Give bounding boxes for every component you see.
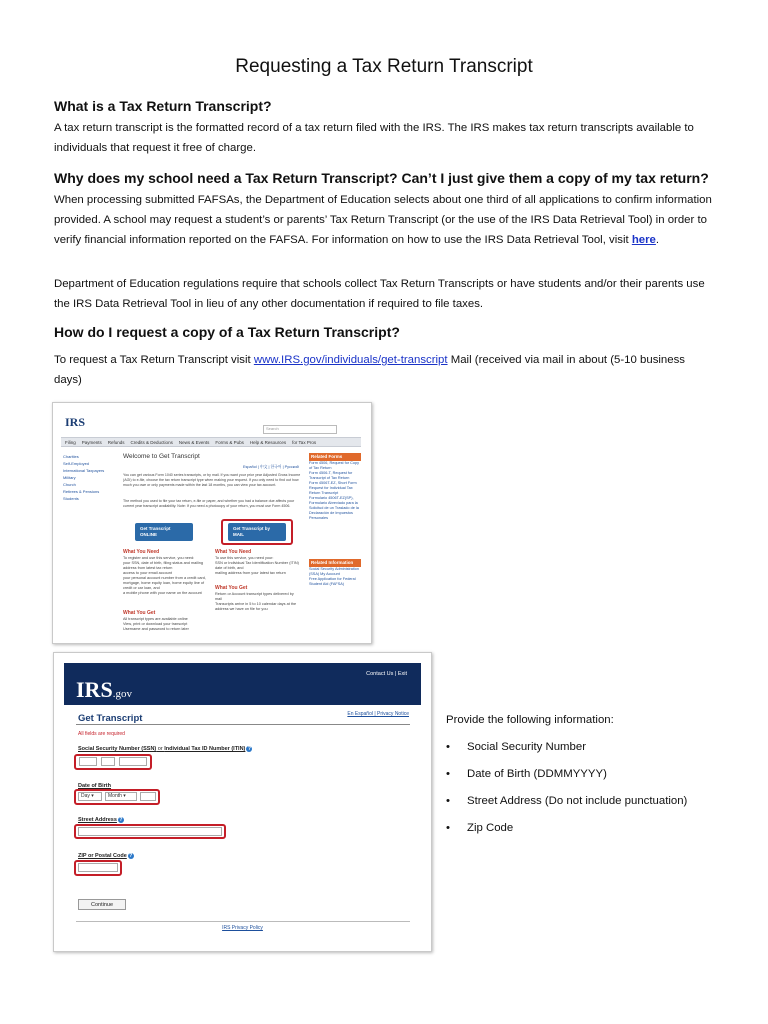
- what-you-get-heading: What You Get: [123, 610, 156, 616]
- left-link[interactable]: Retirees & Pensions: [63, 489, 100, 494]
- info-item: • Zip Code: [446, 822, 514, 834]
- get-list-online: All transcript types are available online View, print or download your transcript Username and password to return later: [123, 617, 189, 631]
- divider: [76, 921, 410, 922]
- get-transcript-online-button[interactable]: Get Transcript ONLINE: [135, 523, 193, 541]
- irs-left-links: [63, 453, 113, 502]
- irs-transcript-link[interactable]: www.IRS.gov/individuals/get-transcript: [253, 354, 448, 366]
- nav-item[interactable]: Credits & Deductions: [130, 439, 173, 445]
- need-list-mail: To use this service, you need your: SSN or Individual Tax Identification Number (ITIN) date of birth, and mailing address from your latest tax return: [215, 556, 299, 575]
- related-forms-panel: Related Forms Form 4506, Request for Copy of Tax Return Form 4506-T, Request for Transcript of Tax Return Form 4506T-EZ, Short Form Request for Individual Tax Return Transcript Formulario 4506T-EZ(SP), Formulario Abreviado para la Solicitud de un Traslado de la Declaración de Impuestos Personales: [309, 454, 360, 520]
- related-info-link[interactable]: Social Security Administration (SSA) My Account: [309, 567, 360, 576]
- what-you-need-heading: What You Need: [123, 549, 160, 555]
- left-link[interactable]: Students: [63, 496, 79, 501]
- ssn-label: Social Security Number (SSN) or Individual Tax ID Number (ITIN) ?: [78, 746, 251, 752]
- related-form-link[interactable]: Formulario 4506T-EZ(SP), Formulario Abreviado para la Solicitud de un Traslado de la Declaración de Impuestos Personales: [309, 496, 359, 520]
- info-item: • Street Address (Do not include punctuation): [446, 795, 688, 807]
- heading-what-is: What is a Tax Return Transcript?: [54, 98, 272, 114]
- zip-input[interactable]: [78, 863, 118, 872]
- left-link[interactable]: Self-Employed: [63, 461, 90, 466]
- nav-item[interactable]: Payments: [81, 439, 102, 445]
- help-icon[interactable]: ?: [247, 746, 251, 752]
- irs-header-bar: [64, 663, 421, 705]
- form-title: Get Transcript: [78, 713, 143, 724]
- left-link[interactable]: Charities: [63, 454, 79, 459]
- irs-page-heading: Welcome to Get Transcript: [123, 453, 200, 460]
- get-transcript-mail-button[interactable]: Get Transcript by MAIL: [228, 523, 286, 541]
- left-link[interactable]: International Taxpayers: [63, 468, 105, 473]
- irs-method-paragraph: The method you used to file your tax return, e-file or paper, and whether you had a balance due affects your current year transcript availability. Note: If you need a photocopy of your return, you must use Form 4506.: [123, 499, 295, 508]
- nav-item[interactable]: News & Events: [178, 439, 210, 445]
- irs-search-input[interactable]: Search: [263, 425, 337, 434]
- paragraph-how-request: To request a Tax Return Transcript visit www.IRS.gov/individuals/get-transcript Mail (received via mail in about (5-10 business days): [54, 354, 685, 386]
- zip-label: ZIP or Postal Code ?: [78, 853, 133, 859]
- ssn-part2-input[interactable]: [101, 757, 115, 766]
- irs-main-nav: [61, 437, 361, 447]
- left-link[interactable]: Military: [63, 475, 76, 480]
- info-item: • Social Security Number: [446, 741, 587, 753]
- month-select[interactable]: Month ▾: [105, 792, 137, 801]
- dob-label: Date of Birth: [78, 783, 111, 789]
- related-form-link[interactable]: Form 4506, Request for Copy of Tax Return: [309, 461, 360, 470]
- related-info-link[interactable]: Free Application for Federal Student Aid (FAFSA): [309, 577, 356, 586]
- street-address-input[interactable]: [78, 827, 222, 836]
- nav-item[interactable]: Forms & Pubs: [215, 439, 244, 445]
- required-note: All fields are required: [78, 731, 125, 737]
- related-form-link[interactable]: Form 4506-T, Request for Transcript of Tax Return: [309, 471, 353, 480]
- ssn-part1-input[interactable]: [79, 757, 97, 766]
- need-list-online: To register and use this service, you need: your SSN, date of birth, filing status and mailing address from latest tax return access to your email account your personal account number from a credit card, mortgage, home equity loan, home equity line of credit or car loan, and a mobile phone with your name on the account: [123, 556, 206, 595]
- here-link[interactable]: here: [631, 234, 656, 246]
- irs-mail-form-screenshot: [53, 652, 432, 952]
- paragraph-why-needed: When processing submitted FAFSAs, the Department of Education selects about one third of all applications to confirm information provided. A school may request a student’s or parents’ Tax Return Transcript (or the use of the IRS Data Retrieval Tool) in order to verify financial information reported on the FAFSA. For information on how to use the IRS Data Retrieval Tool, visit here.: [54, 194, 712, 246]
- irs-language-links[interactable]: Español | 中文 | 한국어 | Русский: [243, 465, 299, 469]
- related-info-panel: Related Information Social Security Administration (SSA) My Account Free Application for Federal Student Aid (FAFSA): [309, 560, 360, 586]
- help-icon[interactable]: ?: [129, 853, 133, 859]
- what-you-need-heading-mail: What You Need: [215, 549, 252, 555]
- heading-how-request: How do I request a copy of a Tax Return Transcript?: [54, 324, 400, 340]
- continue-button[interactable]: Continue: [78, 899, 126, 910]
- nav-item[interactable]: Help & Resources: [249, 439, 287, 445]
- espanol-privacy-links[interactable]: En Español | Privacy Notice: [347, 711, 409, 717]
- irs-get-transcript-screenshot: [52, 402, 372, 644]
- ssn-part3-input[interactable]: [119, 757, 147, 766]
- left-link[interactable]: Church: [63, 482, 76, 487]
- nav-item[interactable]: for Tax Pros: [292, 439, 317, 445]
- document-title: Requesting a Tax Return Transcript: [235, 56, 533, 77]
- privacy-policy-link[interactable]: IRS Privacy Policy: [222, 925, 263, 931]
- contact-exit-links[interactable]: Contact Us | Exit: [366, 671, 407, 677]
- irs-logo: IRS: [65, 415, 86, 429]
- get-list-mail: Return or Account transcript types delivered by mail Transcripts arrive in 5 to 10 calendar days at the address we have on file for you: [215, 592, 297, 611]
- street-label: Street Address ?: [78, 817, 123, 823]
- paragraph-what-is: A tax return transcript is the formatted record of a tax return filed with the IRS. The IRS makes tax return transcripts available to individuals that request it free of charge.: [54, 122, 694, 154]
- related-form-link[interactable]: Form 4506T-EZ, Short Form Request for Individual Tax Return Transcript: [309, 481, 357, 495]
- what-you-get-heading-mail: What You Get: [215, 585, 248, 591]
- year-input[interactable]: [140, 792, 156, 801]
- info-intro: Provide the following information:: [446, 714, 614, 726]
- help-icon[interactable]: ?: [119, 817, 123, 823]
- irs-gov-logo: IRS.gov: [76, 677, 132, 702]
- nav-item[interactable]: Refunds: [107, 439, 125, 445]
- nav-item[interactable]: Filing: [65, 439, 76, 445]
- irs-intro-paragraph: You can get various Form 1040 series transcripts, or by mail. If you want your prior year Adjusted Gross Income (AGI) to e-file, choose the tax return transcript type when making your request. If you only need to find out how much you owe or only payments made within the last 18 months, you can view your tax account.: [123, 473, 301, 487]
- paragraph-regulations: Department of Education regulations require that schools collect Tax Return Transcripts or have students and/or their parents use the IRS Data Retrieval Tool in lieu of any other documentation if required to file taxes.: [54, 278, 705, 310]
- divider: [76, 724, 410, 725]
- heading-why-needed: Why does my school need a Tax Return Transcript? Can’t I just give them a copy of my tax return?: [54, 170, 709, 186]
- day-select[interactable]: Day ▾: [78, 792, 102, 801]
- info-item: • Date of Birth (DDMMYYYY): [446, 768, 607, 780]
